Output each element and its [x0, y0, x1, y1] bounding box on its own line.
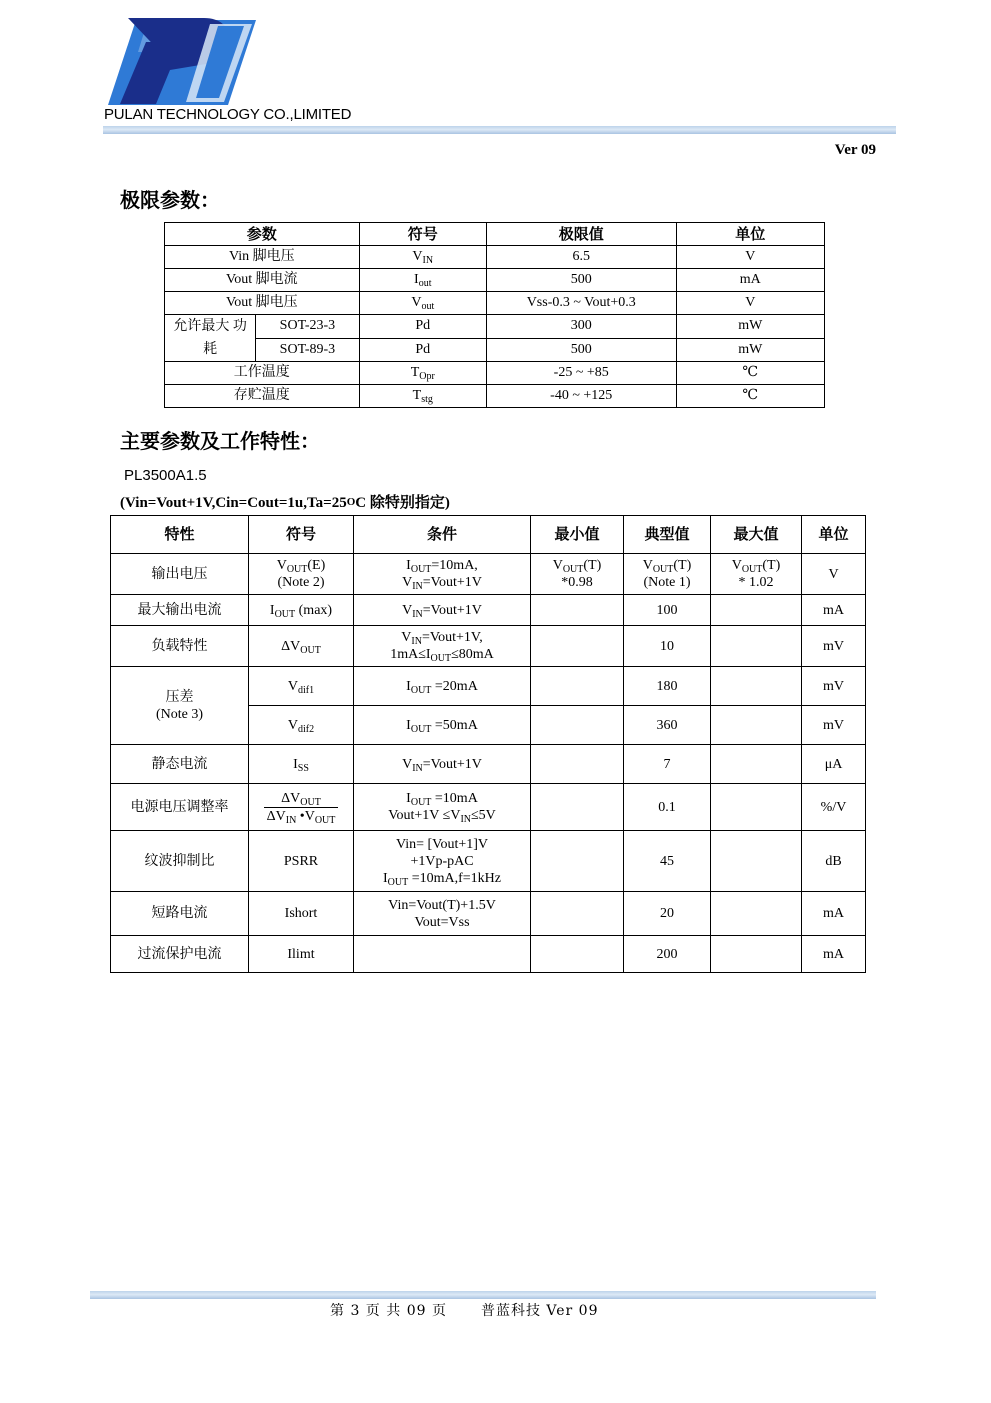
unit-cell: mW [676, 338, 824, 362]
characteristic-cell: 负载特性 [111, 626, 249, 667]
condition-cell: Vin= [Vout+1]V +1Vp-pAC $I_{OUT} =10mA,f=1kHz$ [354, 831, 531, 892]
table-row [165, 292, 825, 315]
symbol-cell: $I_{SS}$ [249, 745, 354, 784]
min-cell [531, 595, 624, 626]
page-number: 第 3 页 共 09 页 [330, 1303, 447, 1319]
characteristic-cell: 静态电流 [111, 745, 249, 784]
col-header-symbol: 符号 [249, 516, 354, 554]
symbol-cell: $V_{dif2}$ [249, 706, 354, 745]
max-cell [711, 667, 802, 706]
symbol-cell: $T_{Opr}$ [359, 362, 486, 385]
unit-cell: V [676, 246, 824, 269]
table-row [111, 784, 866, 831]
symbol-cell: $T_{stg}$ [359, 385, 486, 408]
typ-cell: 180 [624, 667, 711, 706]
characteristic-cell: 压差 (Note 3) [111, 667, 249, 745]
table-row [111, 554, 866, 595]
col-header-symbol: 符号 [359, 223, 486, 246]
symbol-cell: $I_{OUT}$ (max) [249, 595, 354, 626]
section-title-limits: 极限参数： [120, 188, 220, 212]
value-cell: -25 ~ +85 [486, 362, 676, 385]
max-cell [711, 936, 802, 973]
col-header-param: 参数 [165, 223, 360, 246]
min-cell [531, 936, 624, 973]
col-header-min: 最小值 [531, 516, 624, 554]
characteristic-cell: 输出电压 [111, 554, 249, 595]
unit-cell: mV [802, 706, 866, 745]
table-row [111, 831, 866, 892]
symbol-cell: $V_{OUT}(E)$ (Note 2) [249, 554, 354, 595]
symbol-cell: PSRR [249, 831, 354, 892]
max-cell [711, 831, 802, 892]
characteristic-cell: 电源电压调整率 [111, 784, 249, 831]
test-conditions: ($Vin=Vout+1V,Cin=Cout=1u,Ta=25^OC$ 除特别指定) [120, 495, 450, 511]
symbol-cell: $V_{IN}$ [359, 246, 486, 269]
condition-cell: $V_{IN}=Vout+1V$, $1mA\le I_{OUT}\le 80mA$ [354, 626, 531, 667]
fraction: $\frac{\Delta V_{OUT}}{\Delta V_{IN} •V_{OUT}}$ [264, 790, 339, 825]
unit-cell: mA [676, 269, 824, 292]
table-row [111, 892, 866, 936]
typ-cell: 360 [624, 706, 711, 745]
col-header-limit: 极限值 [486, 223, 676, 246]
param-cell: Vout 脚电压 [165, 292, 360, 315]
value-cell: -40 ~ +125 [486, 385, 676, 408]
table-row [165, 362, 825, 385]
model-number: PL3500A1.5 [124, 467, 207, 484]
unit-cell: mA [802, 936, 866, 973]
param-cell: Vout 脚电流 [165, 269, 360, 292]
characteristic-cell: 短路电流 [111, 892, 249, 936]
table-row [111, 595, 866, 626]
min-cell [531, 667, 624, 706]
col-header-condition: 条件 [354, 516, 531, 554]
section-title-characteristics: 主要参数及工作特性： [120, 429, 320, 453]
min-cell [531, 706, 624, 745]
unit-cell: V [802, 554, 866, 595]
condition-cell: $I_{OUT}=10mA$, $V_{IN}=Vout+1V$ [354, 554, 531, 595]
min-cell [531, 892, 624, 936]
min-cell [531, 784, 624, 831]
unit-cell: dB [802, 831, 866, 892]
typ-cell: $V_{OUT}(T)$ (Note 1) [624, 554, 711, 595]
col-header-typ: 典型值 [624, 516, 711, 554]
footer-brand: 普蓝科技 Ver 09 [480, 1303, 599, 1319]
max-cell [711, 595, 802, 626]
unit-cell: ℃ [676, 362, 824, 385]
param-cell: Vin 脚电压 [165, 246, 360, 269]
unit-cell: mA [802, 892, 866, 936]
table-header-row [165, 223, 825, 246]
symbol-cell: $V_{dif1}$ [249, 667, 354, 706]
condition-cell: $V_{IN}=Vout+1V$ [354, 745, 531, 784]
symbol-cell: $\Delta V_{OUT}$ [249, 626, 354, 667]
typ-cell: 0.1 [624, 784, 711, 831]
table-row [165, 338, 825, 362]
max-cell [711, 784, 802, 831]
value-cell: 300 [486, 315, 676, 339]
col-header-max: 最大值 [711, 516, 802, 554]
package-cell: SOT-89-3 [256, 338, 359, 362]
min-cell: $V_{OUT}(T)$ *0.98 [531, 554, 624, 595]
min-cell [531, 831, 624, 892]
unit-cell: %/V [802, 784, 866, 831]
footer-rule [90, 1291, 876, 1299]
col-header-characteristic: 特性 [111, 516, 249, 554]
max-cell [711, 626, 802, 667]
condition-cell: $I_{OUT} =10mA$ Vout+1V $\le V_{IN}\le 5V$ [354, 784, 531, 831]
col-header-unit: 单位 [676, 223, 824, 246]
table-row [111, 745, 866, 784]
condition-cell: $I_{OUT} =20mA$ [354, 667, 531, 706]
symbol-cell: $V_{out}$ [359, 292, 486, 315]
unit-cell: mV [802, 626, 866, 667]
param-cell: 存贮温度 [165, 385, 360, 408]
table-row [111, 626, 866, 667]
max-cell [711, 706, 802, 745]
param-cell: 工作温度 [165, 362, 360, 385]
unit-cell: mA [802, 595, 866, 626]
condition-cell [354, 936, 531, 973]
characteristic-cell: 过流保护电流 [111, 936, 249, 973]
symbol-cell: Ilimt [249, 936, 354, 973]
typ-cell: 100 [624, 595, 711, 626]
symbol-cell: $I_{out}$ [359, 269, 486, 292]
min-cell [531, 745, 624, 784]
table-row [111, 936, 866, 973]
condition-cell: $V_{IN}=Vout+1V$ [354, 595, 531, 626]
typ-cell: 45 [624, 831, 711, 892]
max-cell [711, 892, 802, 936]
characteristic-cell: 纹波抑制比 [111, 831, 249, 892]
unit-cell: V [676, 292, 824, 315]
condition-cell: Vin=Vout(T)+1.5V Vout=Vss [354, 892, 531, 936]
typ-cell: 10 [624, 626, 711, 667]
symbol-cell: Pd [359, 338, 486, 362]
value-cell: 500 [486, 338, 676, 362]
value-cell: 6.5 [486, 246, 676, 269]
symbol-cell [249, 784, 354, 831]
unit-cell: ℃ [676, 385, 824, 408]
unit-cell: μA [802, 745, 866, 784]
electrical-characteristics-table [110, 515, 866, 973]
max-cell: $V_{OUT}(T)$ * 1.02 [711, 554, 802, 595]
table-row [111, 667, 866, 706]
characteristic-cell: 最大输出电流 [111, 595, 249, 626]
table-row [165, 315, 825, 339]
header-rule [103, 126, 896, 134]
typ-cell: 20 [624, 892, 711, 936]
max-cell [711, 745, 802, 784]
package-cell: SOT-23-3 [256, 315, 359, 339]
col-header-unit: 单位 [802, 516, 866, 554]
typ-cell: 200 [624, 936, 711, 973]
company-logo [106, 12, 258, 107]
value-cell: 500 [486, 269, 676, 292]
power-group-cell: 允许最大 功耗 [165, 315, 256, 362]
table-row [165, 385, 825, 408]
absolute-max-table [164, 222, 825, 408]
unit-cell: mV [802, 667, 866, 706]
value-cell: Vss-0.3 ~ Vout+0.3 [486, 292, 676, 315]
version-label: Ver 09 [834, 142, 876, 158]
condition-cell: $I_{OUT} =50mA$ [354, 706, 531, 745]
table-row [165, 269, 825, 292]
table-row [165, 246, 825, 269]
table-header-row [111, 516, 866, 554]
page-footer [330, 1300, 599, 1320]
min-cell [531, 626, 624, 667]
symbol-cell: Pd [359, 315, 486, 339]
typ-cell: 7 [624, 745, 711, 784]
symbol-cell: Ishort [249, 892, 354, 936]
unit-cell: mW [676, 315, 824, 339]
company-name: PULAN TECHNOLOGY CO.,LIMITED [104, 106, 352, 123]
